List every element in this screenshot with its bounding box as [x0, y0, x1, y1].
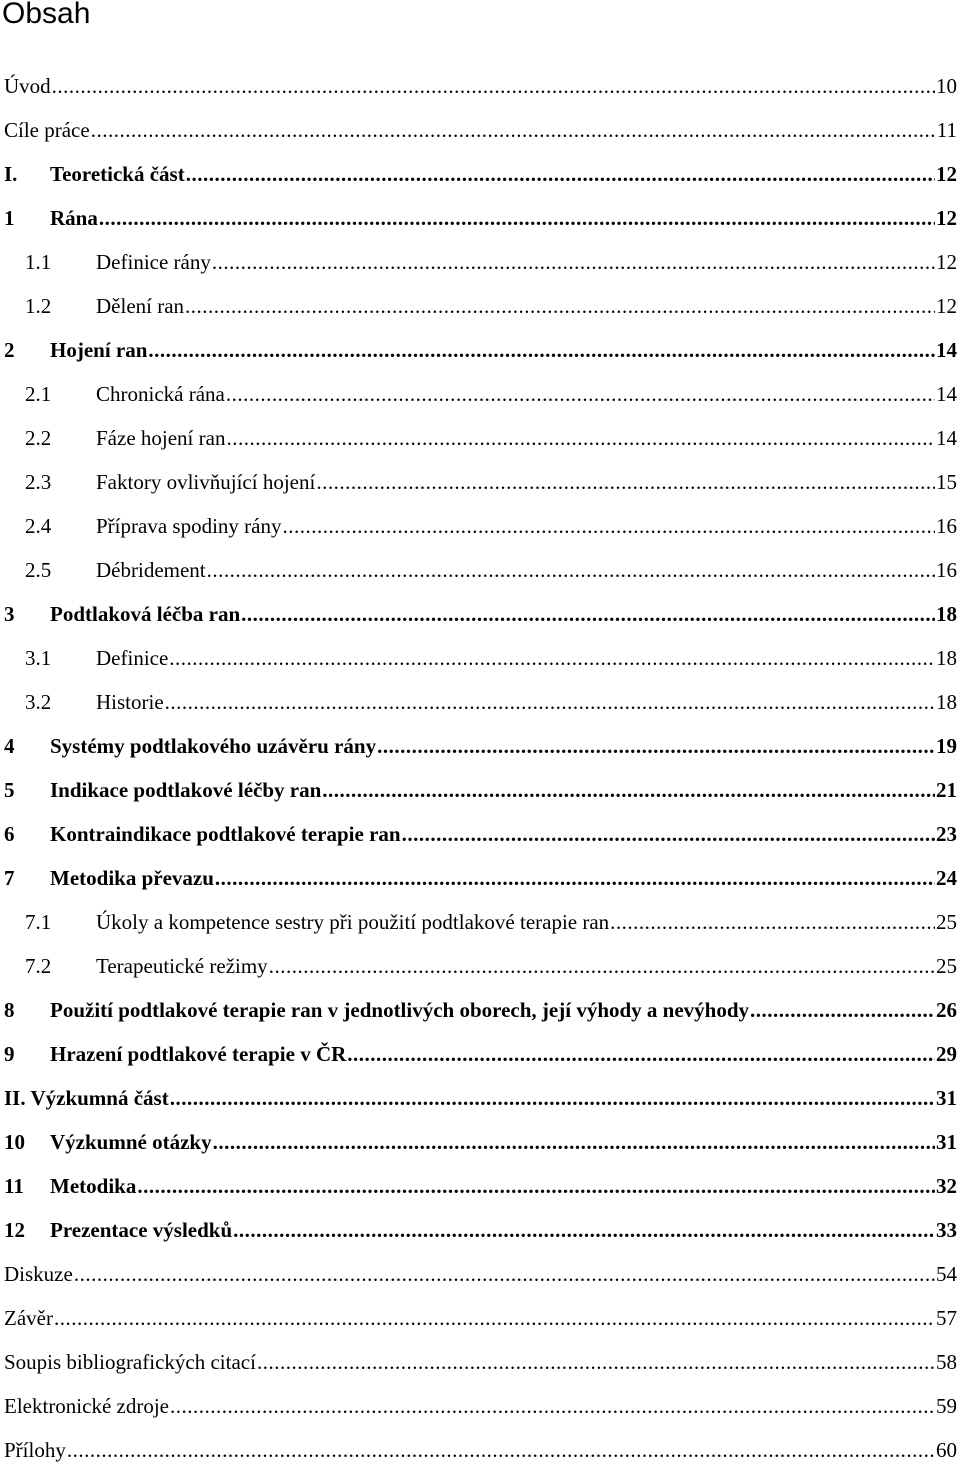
toc-dot-leader	[170, 1076, 935, 1120]
toc-entry[interactable]	[0, 1340, 960, 1384]
toc-entry-title: Fáze hojení ran	[96, 426, 226, 450]
toc-entry-page-number: 57	[936, 1306, 957, 1330]
toc-entry-number: 2.4	[25, 514, 52, 538]
toc-entry-page-number: 60	[936, 1438, 957, 1462]
toc-entry-title: II. Výzkumná část	[4, 1086, 169, 1110]
toc-entry-page-number: 59	[936, 1394, 957, 1418]
toc-dot-leader	[91, 108, 936, 152]
toc-dot-leader	[169, 636, 935, 680]
toc-entry-title: Přílohy	[4, 1438, 66, 1462]
toc-entry-number: 1.2	[25, 294, 52, 318]
toc-entry-page-number: 31	[936, 1130, 957, 1154]
toc-entry-title: Podtlaková léčba ran	[50, 602, 241, 626]
toc-entry-page-number: 21	[936, 778, 957, 802]
toc-entry-page-number: 12	[936, 162, 957, 186]
toc-dot-leader	[185, 284, 935, 328]
toc-entry-page-number: 18	[936, 602, 957, 626]
toc-entry-page-number: 14	[936, 382, 957, 406]
toc-entry-title: Definice rány	[96, 250, 211, 274]
toc-entry-title: Cíle práce	[4, 118, 90, 142]
toc-dot-leader	[750, 988, 935, 1032]
toc-entry-title: Diskuze	[4, 1262, 73, 1286]
toc-entry[interactable]	[0, 372, 960, 416]
toc-entry-title: Teoretická část	[50, 162, 185, 186]
toc-entry[interactable]	[0, 460, 960, 504]
toc-entry-number: 2.3	[25, 470, 52, 494]
toc-entry-number: 11	[4, 1174, 24, 1198]
toc-entry[interactable]	[0, 944, 960, 988]
toc-entry-page-number: 31	[936, 1086, 957, 1110]
toc-entry-title: Rána	[50, 206, 98, 230]
toc-dot-leader	[148, 328, 935, 372]
toc-entry-title: Definice	[96, 646, 169, 670]
toc-entry-title: Prezentace výsledků	[50, 1218, 233, 1242]
toc-dot-leader	[226, 416, 935, 460]
toc-entry[interactable]	[0, 1032, 960, 1076]
toc-entry-page-number: 33	[936, 1218, 957, 1242]
toc-dot-leader	[165, 680, 935, 724]
toc-dot-leader	[257, 1340, 935, 1384]
toc-entry[interactable]	[0, 416, 960, 460]
toc-entry-page-number: 24	[936, 866, 957, 890]
toc-entry[interactable]	[0, 592, 960, 636]
toc-entry[interactable]	[0, 328, 960, 372]
toc-entry-title: Metodika převazu	[50, 866, 214, 890]
toc-entry-number: 4	[4, 734, 15, 758]
toc-entry-title: Terapeutické režimy	[96, 954, 268, 978]
toc-dot-leader	[241, 592, 935, 636]
toc-entry-number: 2.2	[25, 426, 52, 450]
toc-entry-title: Hojení ran	[50, 338, 148, 362]
toc-entry-title: Systémy podtlakového uzávěru rány	[50, 734, 377, 758]
toc-entry-page-number: 12	[936, 294, 957, 318]
toc-entry-page-number: 19	[936, 734, 957, 758]
toc-entry-page-number: 32	[936, 1174, 957, 1198]
toc-dot-leader	[137, 1164, 935, 1208]
toc-entry[interactable]	[0, 1384, 960, 1428]
toc-entry[interactable]	[0, 1252, 960, 1296]
toc-entry-number: 7	[4, 866, 15, 890]
toc-entry-number: 1.1	[25, 250, 52, 274]
toc-dot-leader	[233, 1208, 935, 1252]
toc-entry[interactable]	[0, 636, 960, 680]
toc-entry-title: Soupis bibliografických citací	[4, 1350, 256, 1374]
toc-dot-leader	[226, 372, 935, 416]
toc-entry-number: 8	[4, 998, 15, 1022]
toc-entry-page-number: 14	[936, 426, 957, 450]
toc-entry-title: Elektronické zdroje	[4, 1394, 170, 1418]
toc-entry[interactable]	[0, 1120, 960, 1164]
toc-entry[interactable]	[0, 1428, 960, 1472]
toc-entry[interactable]	[0, 64, 960, 108]
page-title: Obsah	[2, 0, 91, 30]
toc-entry-page-number: 16	[936, 514, 957, 538]
toc-dot-leader	[316, 460, 935, 504]
toc-dot-leader	[402, 812, 935, 856]
toc-entry-number: 2.5	[25, 558, 52, 582]
toc-dot-leader	[67, 1428, 935, 1472]
toc-entry-title: Použití podtlakové terapie ran v jednotlivých oborech, její výhody a nevýhody	[50, 998, 750, 1022]
toc-entry-number: 2	[4, 338, 15, 362]
toc-entry-title: Hrazení podtlakové terapie v ČR	[50, 1042, 347, 1066]
toc-entry[interactable]	[0, 1076, 960, 1120]
toc-entry-number: 9	[4, 1042, 15, 1066]
toc-entry-number: 3	[4, 602, 15, 626]
toc-dot-leader	[213, 1120, 935, 1164]
toc-entry[interactable]	[0, 152, 960, 196]
toc-entry-title: Chronická rána	[96, 382, 225, 406]
toc-entry[interactable]	[0, 680, 960, 724]
toc-dot-leader	[610, 900, 935, 944]
toc-entry[interactable]	[0, 724, 960, 768]
toc-entry-page-number: 10	[936, 74, 957, 98]
toc-entry-title: Výzkumné otázky	[50, 1130, 212, 1154]
toc-dot-leader	[52, 64, 935, 108]
toc-entry-page-number: 54	[936, 1262, 957, 1286]
toc-entry-number: 6	[4, 822, 15, 846]
toc-entry-number: 1	[4, 206, 15, 230]
toc-entry-page-number: 26	[936, 998, 957, 1022]
toc-entry-title: Indikace podtlakové léčby ran	[50, 778, 322, 802]
toc-entry-title: Historie	[96, 690, 164, 714]
toc-entry-title: Příprava spodiny rány	[96, 514, 282, 538]
toc-entry-title: Úkoly a kompetence sestry při použití podtlakové terapie ran	[96, 910, 610, 934]
toc-entry-page-number: 25	[936, 954, 957, 978]
toc-entry-page-number: 15	[936, 470, 957, 494]
toc-entry-page-number: 16	[936, 558, 957, 582]
toc-entry[interactable]	[0, 988, 960, 1032]
toc-dot-leader	[347, 1032, 935, 1076]
toc-dot-leader	[186, 152, 935, 196]
toc-entry-title: Závěr	[4, 1306, 53, 1330]
toc-entry[interactable]	[0, 196, 960, 240]
toc-entry[interactable]	[0, 504, 960, 548]
toc-dot-leader	[54, 1296, 935, 1340]
toc-dot-leader	[269, 944, 935, 988]
toc-entry-page-number: 25	[936, 910, 957, 934]
toc-dot-leader	[207, 548, 935, 592]
toc-dot-leader	[99, 196, 935, 240]
toc-dot-leader	[282, 504, 935, 548]
toc-entry[interactable]	[0, 108, 960, 152]
toc-dot-leader	[377, 724, 935, 768]
toc-dot-leader	[170, 1384, 935, 1428]
toc-entry-number: 2.1	[25, 382, 52, 406]
toc-dot-leader	[212, 240, 935, 284]
toc-entry[interactable]	[0, 284, 960, 328]
toc-entry-page-number: 14	[936, 338, 957, 362]
toc-entry[interactable]	[0, 900, 960, 944]
toc-entry-title: Débridement	[96, 558, 206, 582]
toc-entry-page-number: 18	[936, 646, 957, 670]
toc-entry-page-number: 23	[936, 822, 957, 846]
table-of-contents	[0, 64, 960, 1472]
toc-entry-page-number: 12	[936, 250, 957, 274]
toc-entry-number: 3.1	[25, 646, 52, 670]
toc-dot-leader	[322, 768, 935, 812]
toc-entry-title: Dělení ran	[96, 294, 185, 318]
toc-entry[interactable]	[0, 812, 960, 856]
toc-entry-number: 3.2	[25, 690, 52, 714]
toc-entry-number: I.	[4, 162, 18, 186]
toc-dot-leader	[215, 856, 935, 900]
toc-entry-number: 12	[4, 1218, 25, 1242]
toc-entry-number: 7.1	[25, 910, 52, 934]
toc-entry[interactable]	[0, 240, 960, 284]
toc-entry-title: Faktory ovlivňující hojení	[96, 470, 316, 494]
toc-entry[interactable]	[0, 1208, 960, 1252]
toc-entry[interactable]	[0, 856, 960, 900]
toc-entry-number: 7.2	[25, 954, 52, 978]
toc-dot-leader	[74, 1252, 935, 1296]
toc-entry-page-number: 11	[936, 118, 957, 142]
toc-entry-title: Úvod	[4, 74, 51, 98]
toc-entry-title: Kontraindikace podtlakové terapie ran	[50, 822, 401, 846]
toc-entry-title: Metodika	[50, 1174, 137, 1198]
toc-entry[interactable]	[0, 548, 960, 592]
toc-entry[interactable]	[0, 1164, 960, 1208]
toc-entry-page-number: 58	[936, 1350, 957, 1374]
toc-entry-number: 5	[4, 778, 15, 802]
toc-entry[interactable]	[0, 768, 960, 812]
toc-entry-page-number: 29	[936, 1042, 957, 1066]
toc-entry-page-number: 18	[936, 690, 957, 714]
toc-entry[interactable]	[0, 1296, 960, 1340]
toc-entry-page-number: 12	[936, 206, 957, 230]
toc-entry-number: 10	[4, 1130, 25, 1154]
